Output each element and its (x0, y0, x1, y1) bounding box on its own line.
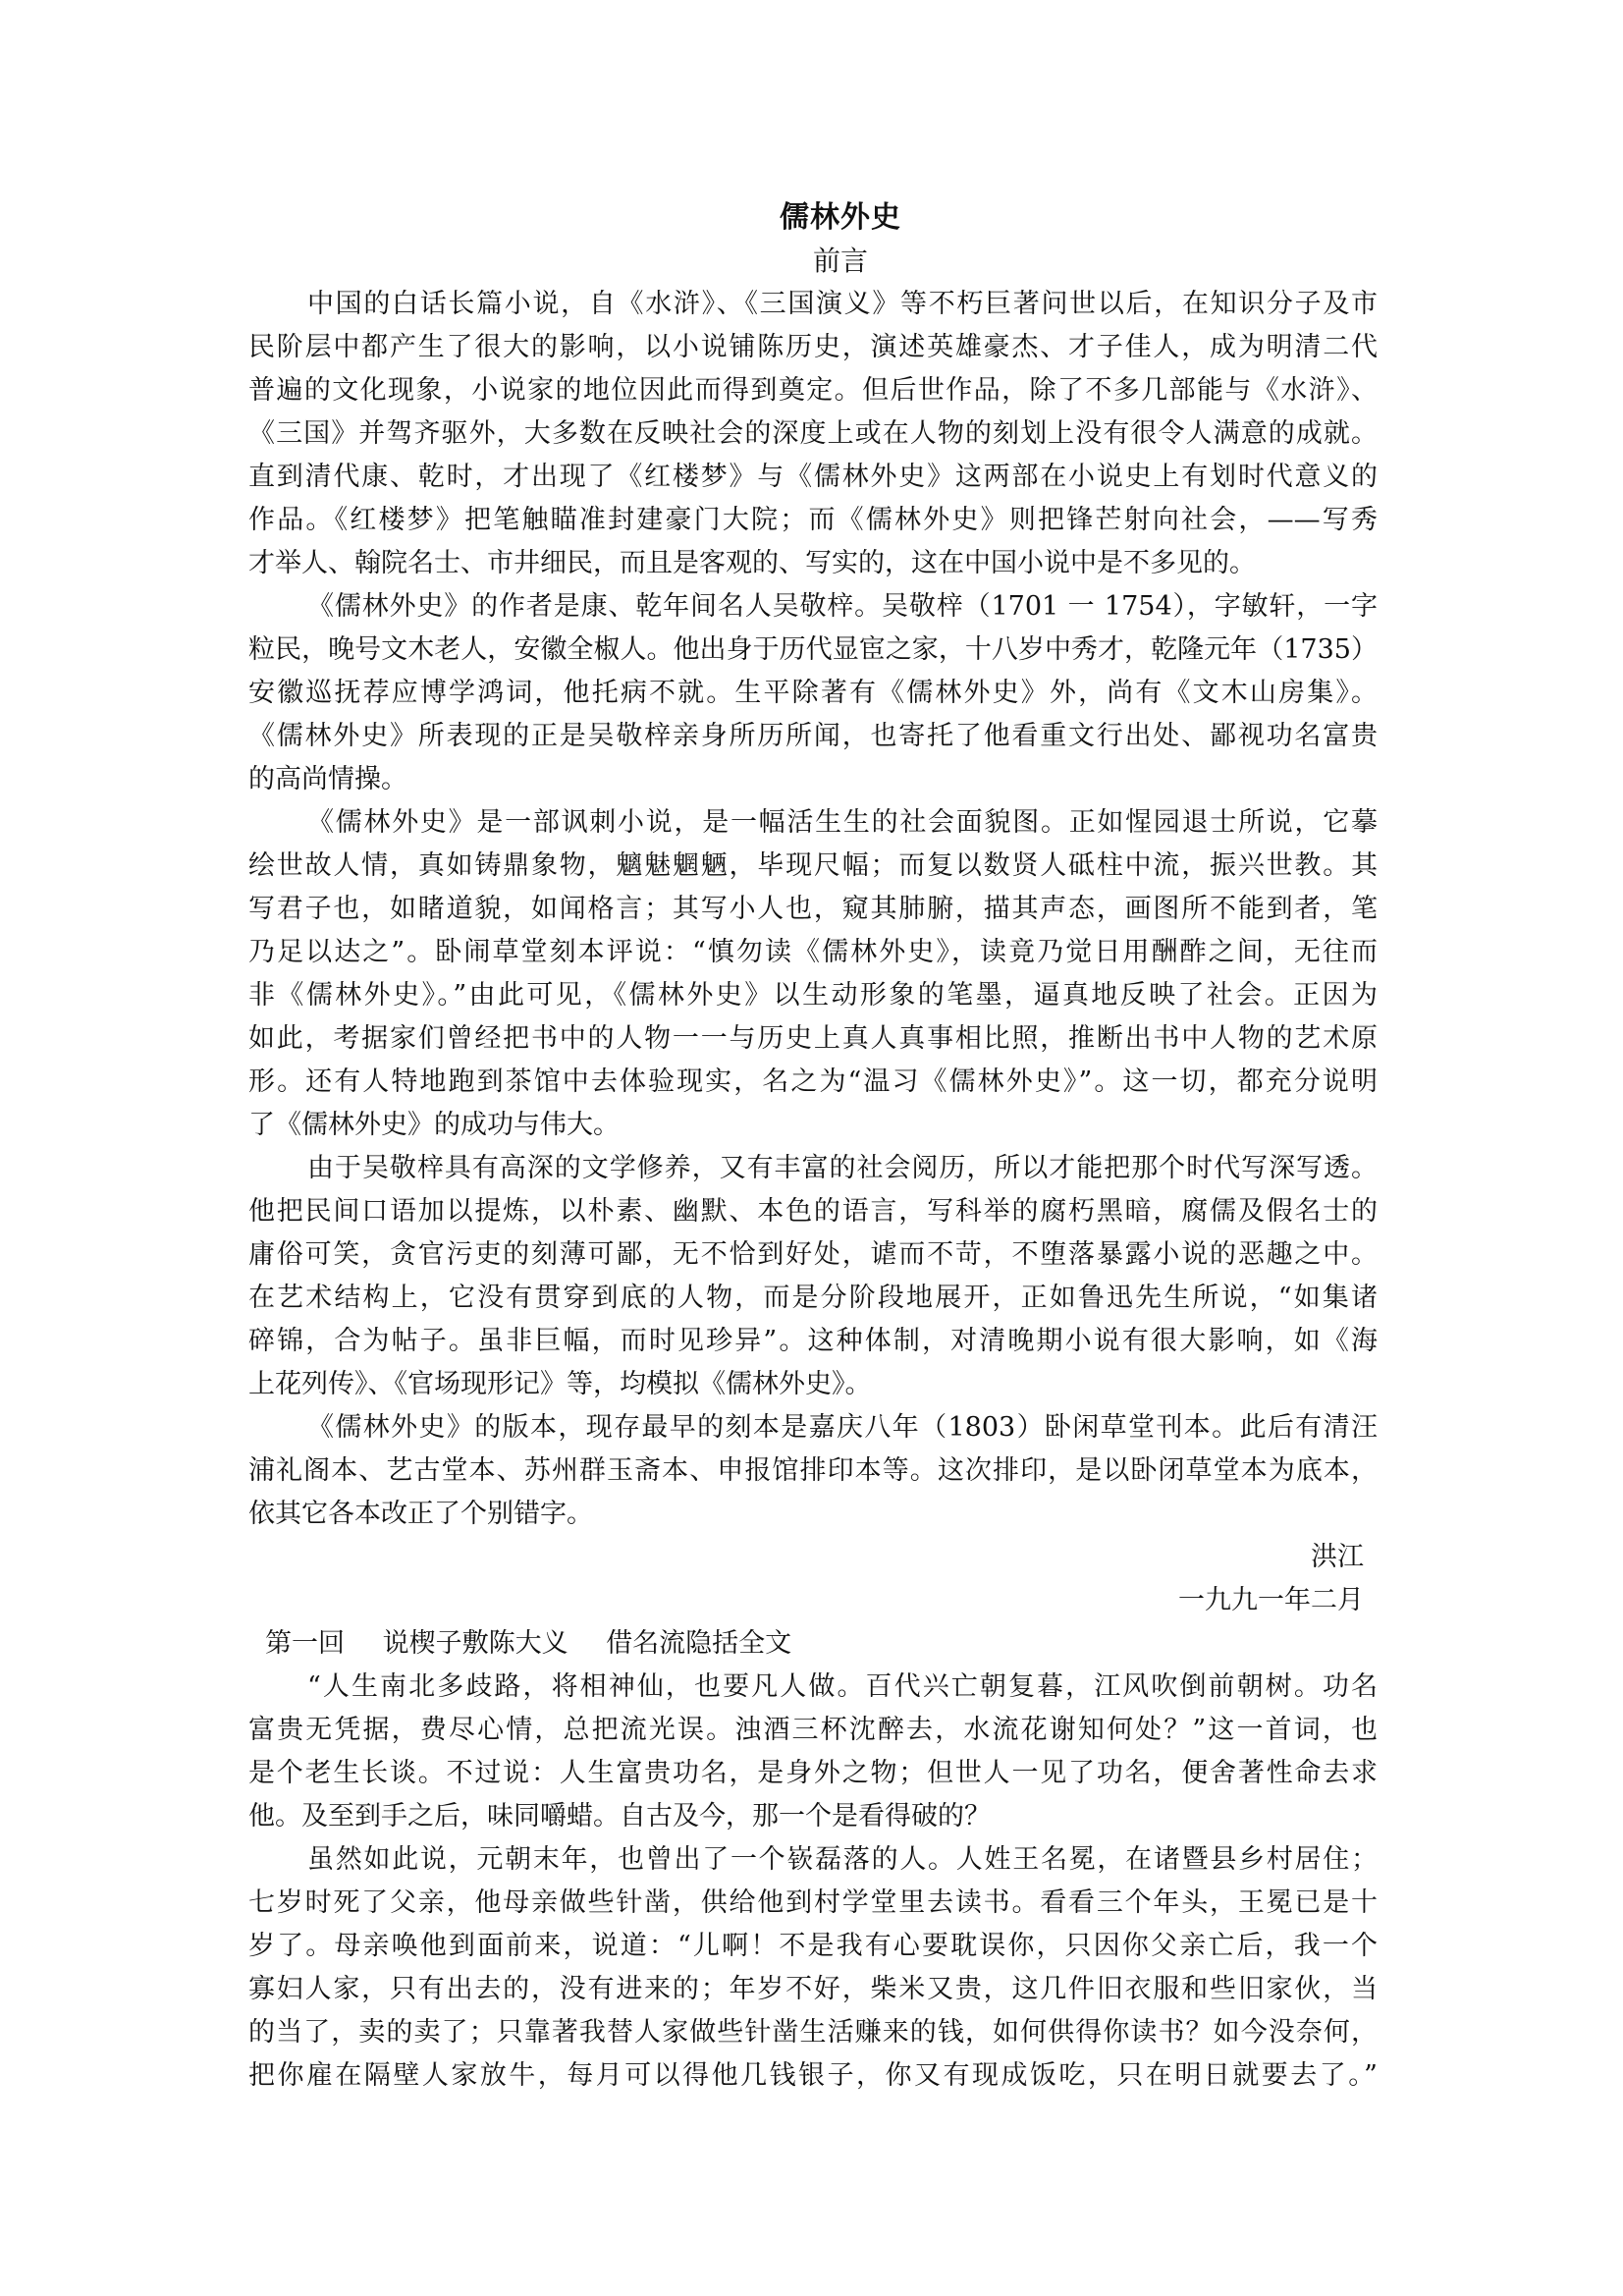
text-line: 作品。《红楼梦》把笔触瞄准封建豪门大院；而《儒林外史》则把锋芒射向社会，——写秀 (248, 505, 1378, 535)
text-line: 安徽巡抚荐应博学鸿词，他托病不就。生平除著有《儒林外史》外，尚有《文木山房集》。 (248, 678, 1378, 708)
text-line: 普遍的文化现象，小说家的地位因此而得到奠定。但后世作品，除了不多几部能与《水浒》、 (248, 375, 1378, 406)
preface-paragraph (248, 1147, 1378, 1406)
preface-paragraph (248, 585, 1378, 801)
preface-signature (248, 1536, 1378, 1622)
text-line: 形。还有人特地跑到茶馆中去体验现实，名之为“温习《儒林外史》”。这一切，都充分说明 (248, 1066, 1378, 1097)
text-line: 才举人、翰院名士、市井细民，而且是客观的、写实的，这在中国小说中是不多见的。 (248, 548, 1256, 578)
text-line: 他。及至到手之后，味同嚼蜡。自古及今，那一个是看得破的？ (248, 1801, 991, 1831)
text-line: 直到清代康、乾时，才出现了《红楼梦》与《儒林外史》这两部在小说史上有划时代意义的 (248, 462, 1378, 492)
chapter-number: 第一回 (265, 1628, 345, 1659)
text-line: 把你雇在隔壁人家放牛，每月可以得他几钱银子，你又有现成饭吃，只在明日就要去了。” (248, 2060, 1378, 2091)
text-line: 非《儒林外史》。”由此可见，《儒林外史》以生动形象的笔墨，逼真地反映了社会。正因为 (248, 980, 1378, 1011)
text-line: 浦礼阁本、艺古堂本、苏州群玉斋本、申报馆排印本等。这次排印，是以卧闭草堂本为底本， (248, 1455, 1378, 1486)
text-line: 《儒林外史》的版本，现存最早的刻本是嘉庆八年（1803）卧闲草堂刊本。此后有清汪 (307, 1412, 1378, 1443)
text-line: 由于吴敬梓具有高深的文学修养，又有丰富的社会阅历，所以才能把那个时代写深写透。 (307, 1153, 1378, 1183)
text-line: 《三国》并驾齐驱外，大多数在反映社会的深度上或在人物的刻划上没有很令人满意的成就。 (248, 418, 1378, 449)
text-line: 绘世故人情，真如铸鼎象物，魑魅魍魉，毕现尺幅；而复以数贤人砥柱中流，振兴世教。其 (248, 850, 1378, 881)
text-line: 是个老生长谈。不过说：人生富贵功名，是身外之物；但世人一见了功名，便舍著性命去求 (248, 1758, 1378, 1788)
text-line: 富贵无凭据，费尽心情，总把流光误。浊酒三杯沈醉去，水流花谢知何处？”这一首词，也 (248, 1715, 1378, 1745)
signature-author: 洪江 (1311, 1542, 1364, 1572)
text-line: 中国的白话长篇小说，自《水浒》、《三国演义》等不朽巨著问世以后，在知识分子及市 (307, 289, 1378, 319)
chapter-paragraph (248, 1666, 1378, 1838)
text-line: 民阶层中都产生了很大的影响，以小说铺陈历史，演述英雄豪杰、才子佳人，成为明清二代 (248, 332, 1378, 362)
text-line: 庸俗可笑，贪官污吏的刻薄可鄙，无不恰到好处，谑而不苛，不堕落暴露小说的恶趣之中。 (248, 1239, 1378, 1270)
signature-date: 一九九一年二月 (1178, 1585, 1364, 1615)
document-title: 儒林外史 (780, 200, 901, 235)
text-line: 了《儒林外史》的成功与伟大。 (248, 1110, 620, 1140)
text-line: 乃足以达之”。卧闹草堂刻本评说：“慎勿读《儒林外史》，读竟乃觉日用酬酢之间，无往而 (248, 937, 1378, 967)
text-line: 的高尚情操。 (248, 764, 407, 794)
chapter-heading (248, 1622, 1378, 1666)
text-line: 在艺术结构上，它没有贯穿到底的人物，而是分阶段地展开，正如鲁迅先生所说，“如集诸 (248, 1283, 1378, 1313)
text-line: “人生南北多歧路，将相神仙，也要凡人做。百代兴亡朝复暮，江风吹倒前朝树。功名 (307, 1671, 1378, 1702)
text-line: 他把民间口语加以提炼，以朴素、幽默、本色的语言，写科举的腐朽黑暗，腐儒及假名士的 (248, 1196, 1378, 1227)
preface-paragraph (248, 1406, 1378, 1536)
text-line: 七岁时死了父亲，他母亲做些针凿，供给他到村学堂里去读书。看看三个年头，王冕已是十 (248, 1887, 1378, 1918)
chapter-title-first-half: 说楔子敷陈大义 (382, 1628, 568, 1659)
text-line: 依其它各本改正了个别错字。 (248, 1499, 593, 1529)
chapter-paragraph (248, 1838, 1378, 2098)
text-line: 寡妇人家，只有出去的，没有进来的；年岁不好，柴米又贵，这几件旧衣服和些旧家伙，当 (248, 1974, 1378, 2004)
preface-heading: 前言 (812, 245, 868, 277)
preface-paragraph (248, 283, 1378, 585)
text-line: 虽然如此说，元朝末年，也曾出了一个嵚磊落的人。人姓王名冕，在诸暨县乡村居住； (307, 1844, 1378, 1875)
text-line: 上花列传》、《官场现形记》等，均模拟《儒林外史》。 (248, 1369, 872, 1399)
text-line: 岁了。母亲唤他到面前来，说道：“儿啊！不是我有心要耽误你，只因你父亲亡后，我一个 (248, 1931, 1378, 1961)
text-line: 《儒林外史》的作者是康、乾年间名人吴敬梓。吴敬梓（1701 一 1754），字敏轩，一字 (307, 591, 1378, 622)
chapter-title-second-half: 借名流隐括全文 (606, 1628, 792, 1659)
preface-paragraph (248, 801, 1378, 1147)
text-line: 写君子也，如睹道貌，如闻格言；其写小人也，窥其肺腑，描其声态，画图所不能到者，笔 (248, 894, 1378, 924)
text-line: 《儒林外史》所表现的正是吴敬梓亲身所历所闻，也寄托了他看重文行出处、鄙视功名富贵 (248, 721, 1378, 751)
text-line: 如此，考据家们曾经把书中的人物一一与历史上真人真事相比照，推断出书中人物的艺术原 (248, 1023, 1378, 1054)
text-line: 粒民，晚号文木老人，安徽全椒人。他出身于历代显宦之家，十八岁中秀才，乾隆元年（1735） (248, 634, 1378, 665)
text-line: 的当了，卖的卖了；只靠著我替人家做些针凿生活赚来的钱，如何供得你读书？如今没奈何， (248, 2017, 1378, 2048)
text-line: 《儒林外史》是一部讽刺小说，是一幅活生生的社会面貌图。正如惺园退士所说，它摹 (307, 807, 1378, 838)
document-body (248, 283, 1378, 2098)
text-line: 碎锦，合为帖子。虽非巨幅，而时见珍异”。这种体制，对清晚期小说有很大影响，如《海 (248, 1326, 1378, 1356)
